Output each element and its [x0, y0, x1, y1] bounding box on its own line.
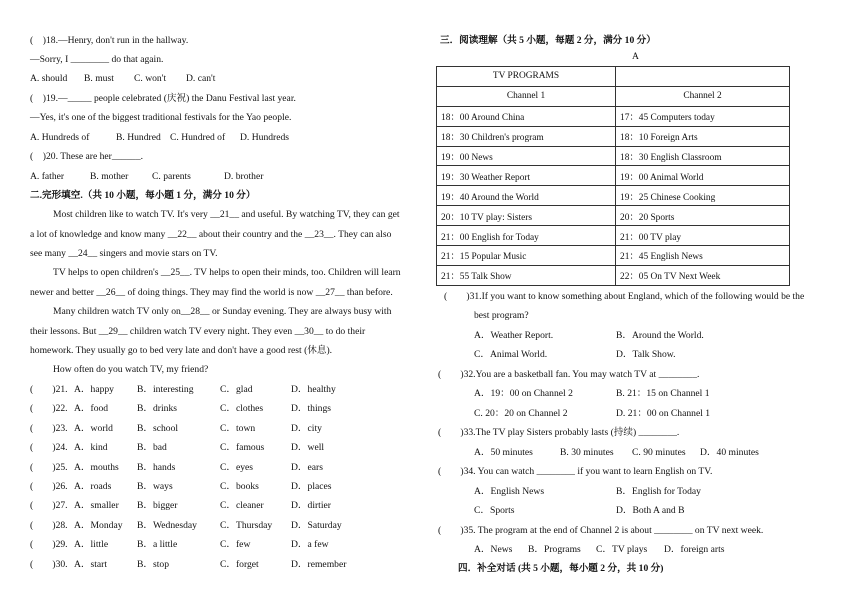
q32-option-d: D. 21：00 on Channel 1	[616, 408, 711, 419]
q31-option-d: D．Talk Show.	[616, 349, 676, 360]
q18-option-c: C. won't	[134, 73, 167, 84]
table-title: TV PROGRAMS	[437, 67, 616, 87]
cloze-option-d: D．city	[291, 423, 322, 434]
q32-option-b: B. 21：15 on Channel 1	[616, 388, 710, 399]
cloze-option-a: A．little	[74, 539, 109, 550]
cloze-option-d: D．Saturday	[291, 520, 342, 531]
q32-option-a: A．19：00 on Channel 2	[474, 388, 573, 399]
q20-option-d: D. brother	[224, 171, 264, 182]
q31-option-c: C．Animal World.	[474, 349, 548, 360]
cloze-option-d: D．well	[291, 442, 325, 453]
cloze-option-c: C．cleaner	[220, 500, 264, 511]
question-33: ( )33.The TV play Sisters probably lasts (持续) ________.	[438, 427, 680, 438]
q31-option-a: A．Weather Report.	[474, 330, 554, 341]
passage-line-3: see many __24__ singers and movie stars on TV.	[30, 248, 218, 259]
table-cell: 21：00 English for Today	[437, 226, 616, 246]
cloze-option-b: B．Wednesday	[137, 520, 197, 531]
q19-option-c: C. Hundred of	[170, 132, 226, 143]
question-19: ( )19.—_____ people celebrated (庆祝) the Danu Festival last year.	[30, 93, 296, 104]
table-row	[437, 106, 790, 126]
cloze-option-a: A．smaller	[74, 500, 119, 511]
passage-line-1: Most children like to watch TV. It's very __21__ and useful. By watching TV, they can get	[53, 209, 400, 220]
table-cell: 21：00 TV play	[616, 226, 790, 246]
cloze-option-d: D．things	[291, 403, 331, 414]
cloze-option-b: B．ways	[137, 481, 173, 492]
cloze-option-a: A．mouths	[74, 462, 119, 473]
q34-option-a: A．English News	[474, 486, 545, 497]
cloze-number: ( )22.	[30, 403, 68, 414]
q31-option-b: B．Around the World.	[616, 330, 704, 341]
table-cell: 21：55 Talk Show	[437, 265, 616, 285]
table-cell: 21：15 Popular Music	[437, 246, 616, 266]
question-35: ( )35. The program at the end of Channel 2 is about ________ on TV next week.	[438, 525, 764, 536]
cloze-number: ( )29.	[30, 539, 68, 550]
table-cell: 22：05 On TV Next Week	[616, 265, 790, 285]
cloze-option-c: C．clothes	[220, 403, 264, 414]
question-31: ( )31.If you want to know something about England, which of the following would be the	[444, 291, 805, 302]
table-row	[437, 246, 790, 266]
question-32: ( )32.You are a basketball fan. You may watch TV at ________.	[438, 369, 700, 380]
passage-line-5: newer and better __26__ of doing things. They may find the world is now __27__ than before.	[30, 287, 393, 298]
table-row	[437, 166, 790, 186]
table-cell: 18：30 English Classroom	[616, 146, 790, 166]
cloze-option-b: B．school	[137, 423, 179, 434]
q33-option-d: D．40 minutes	[700, 447, 759, 458]
q33-option-b: B. 30 minutes	[560, 447, 614, 458]
cloze-option-c: C．forget	[220, 559, 259, 570]
cloze-option-a: A．Monday	[74, 520, 123, 531]
q35-option-a: A．News	[474, 544, 513, 555]
passage-line-8: homework. They usually go to bed very late and don't have a good rest (休息).	[30, 345, 333, 356]
section-4-title: 四．补全对话 (共 5 小题，每小题 2 分，共 10 分)	[458, 563, 664, 574]
table-title-row	[437, 67, 790, 87]
q34-option-d: D．Both A and B	[616, 505, 685, 516]
header-channel-2: Channel 2	[616, 86, 790, 106]
q18-option-b: B. must	[84, 73, 114, 84]
passage-line-4: TV helps to open children's __25__. TV helps to open their minds, too. Children will learn	[53, 267, 401, 278]
question-20: ( )20. These are her______.	[30, 151, 144, 162]
q19-option-a: A. Hundreds of	[30, 132, 90, 143]
table-header-row	[437, 86, 790, 106]
table-row	[437, 265, 790, 285]
cloze-option-c: C．town	[220, 423, 256, 434]
q18-option-d: D. can't	[186, 73, 216, 84]
cloze-number: ( )27.	[30, 500, 68, 511]
cloze-number: ( )26.	[30, 481, 68, 492]
q18-option-a: A. should	[30, 73, 68, 84]
cloze-number: ( )24.	[30, 442, 68, 453]
section-3-title: 三．阅读理解（共 5 小题，每题 2 分，满分 10 分）	[440, 35, 656, 46]
q33-option-a: A．50 minutes	[474, 447, 533, 458]
q33-option-c: C. 90 minutes	[632, 447, 686, 458]
cloze-option-a: A．world	[74, 423, 113, 434]
cloze-option-a: A．food	[74, 403, 109, 414]
cloze-option-d: D．a few	[291, 539, 329, 550]
table-cell: 19：30 Weather Report	[437, 166, 616, 186]
table-row	[437, 126, 790, 146]
passage-line-7: their lessons. But __29__ children watch TV every night. They even __30__ to do their	[30, 326, 366, 337]
question-18-reply: —Sorry, I ________ do that again.	[30, 54, 164, 65]
table-cell: 18：10 Foreign Arts	[616, 126, 790, 146]
table-cell: 18：30 Children's program	[437, 126, 616, 146]
cloze-option-d: D．places	[291, 481, 332, 492]
passage-line-6: Many children watch TV only on__28__ or Sunday evening. They are always busy with	[53, 306, 392, 317]
table-cell: 18：00 Around China	[437, 106, 616, 126]
table-row	[437, 226, 790, 246]
cloze-option-d: D．dirtier	[291, 500, 331, 511]
cloze-option-a: A．start	[74, 559, 108, 570]
cloze-option-a: A．roads	[74, 481, 112, 492]
table-row	[437, 186, 790, 206]
question-18: ( )18.—Henry, don't run in the hallway.	[30, 35, 189, 46]
cloze-option-b: B．interesting	[137, 384, 194, 395]
q20-option-b: B. mother	[90, 171, 129, 182]
cloze-number: ( )28.	[30, 520, 68, 531]
question-31-cont: best program?	[474, 310, 529, 321]
cloze-option-b: B．hands	[137, 462, 176, 473]
header-channel-1: Channel 1	[437, 86, 616, 106]
cloze-option-b: B．drinks	[137, 403, 177, 414]
q35-option-c: C．TV plays	[596, 544, 648, 555]
cloze-option-c: C．Thursday	[220, 520, 273, 531]
passage-line-2: a lot of knowledge and know many __22__ about their country and the __23__. They can also	[30, 229, 392, 240]
q19-option-b: B. Hundred	[116, 132, 161, 143]
cloze-option-c: C．books	[220, 481, 259, 492]
cloze-option-c: C．famous	[220, 442, 265, 453]
tv-programs-table	[436, 66, 790, 286]
q34-option-c: C．Sports	[474, 505, 515, 516]
cloze-option-d: D．healthy	[291, 384, 336, 395]
q19-option-d: D. Hundreds	[240, 132, 290, 143]
table-cell: 19：25 Chinese Cooking	[616, 186, 790, 206]
cloze-option-b: B．stop	[137, 559, 169, 570]
cloze-option-c: C．eyes	[220, 462, 254, 473]
cloze-number: ( )21.	[30, 384, 68, 395]
table-cell: 19：00 Animal World	[616, 166, 790, 186]
table-cell: 20：20 Sports	[616, 206, 790, 226]
cloze-number: ( )23.	[30, 423, 68, 434]
table-cell: 19：40 Around the World	[437, 186, 616, 206]
q34-option-b: B．English for Today	[616, 486, 701, 497]
table-cell: 21：45 English News	[616, 246, 790, 266]
table-cell: 17：45 Computers today	[616, 106, 790, 126]
cloze-option-a: A．kind	[74, 442, 108, 453]
table-title-empty-cell	[616, 67, 790, 87]
table-row	[437, 206, 790, 226]
cloze-option-c: C．few	[220, 539, 251, 550]
q32-option-c: C. 20：20 on Channel 2	[474, 408, 568, 419]
cloze-number: ( )30.	[30, 559, 68, 570]
cloze-option-b: B．a little	[137, 539, 178, 550]
question-19-reply: —Yes, it's one of the biggest traditional festivals for the Yao people.	[30, 112, 292, 123]
question-34: ( )34. You can watch ________ if you want to learn English on TV.	[438, 466, 713, 477]
cloze-option-c: C．glad	[220, 384, 253, 395]
cloze-option-b: B．bigger	[137, 500, 178, 511]
passage-letter: A	[632, 51, 639, 62]
table-cell: 19：00 News	[437, 146, 616, 166]
q35-option-d: D．foreign arts	[664, 544, 725, 555]
cloze-option-d: D．ears	[291, 462, 323, 473]
passage-line-9: How often do you watch TV, my friend?	[53, 364, 209, 375]
table-row	[437, 146, 790, 166]
cloze-number: ( )25.	[30, 462, 68, 473]
cloze-option-a: A．happy	[74, 384, 114, 395]
q35-option-b: B．Programs	[528, 544, 581, 555]
table-cell: 20：10 TV play: Sisters	[437, 206, 616, 226]
cloze-option-b: B．bad	[137, 442, 167, 453]
q20-option-c: C. parents	[152, 171, 191, 182]
q20-option-a: A. father	[30, 171, 65, 182]
cloze-option-d: D．remember	[291, 559, 347, 570]
section-2-title: 二.完形填空.（共 10 小题，每小题 1 分，满分 10 分）	[30, 190, 256, 201]
